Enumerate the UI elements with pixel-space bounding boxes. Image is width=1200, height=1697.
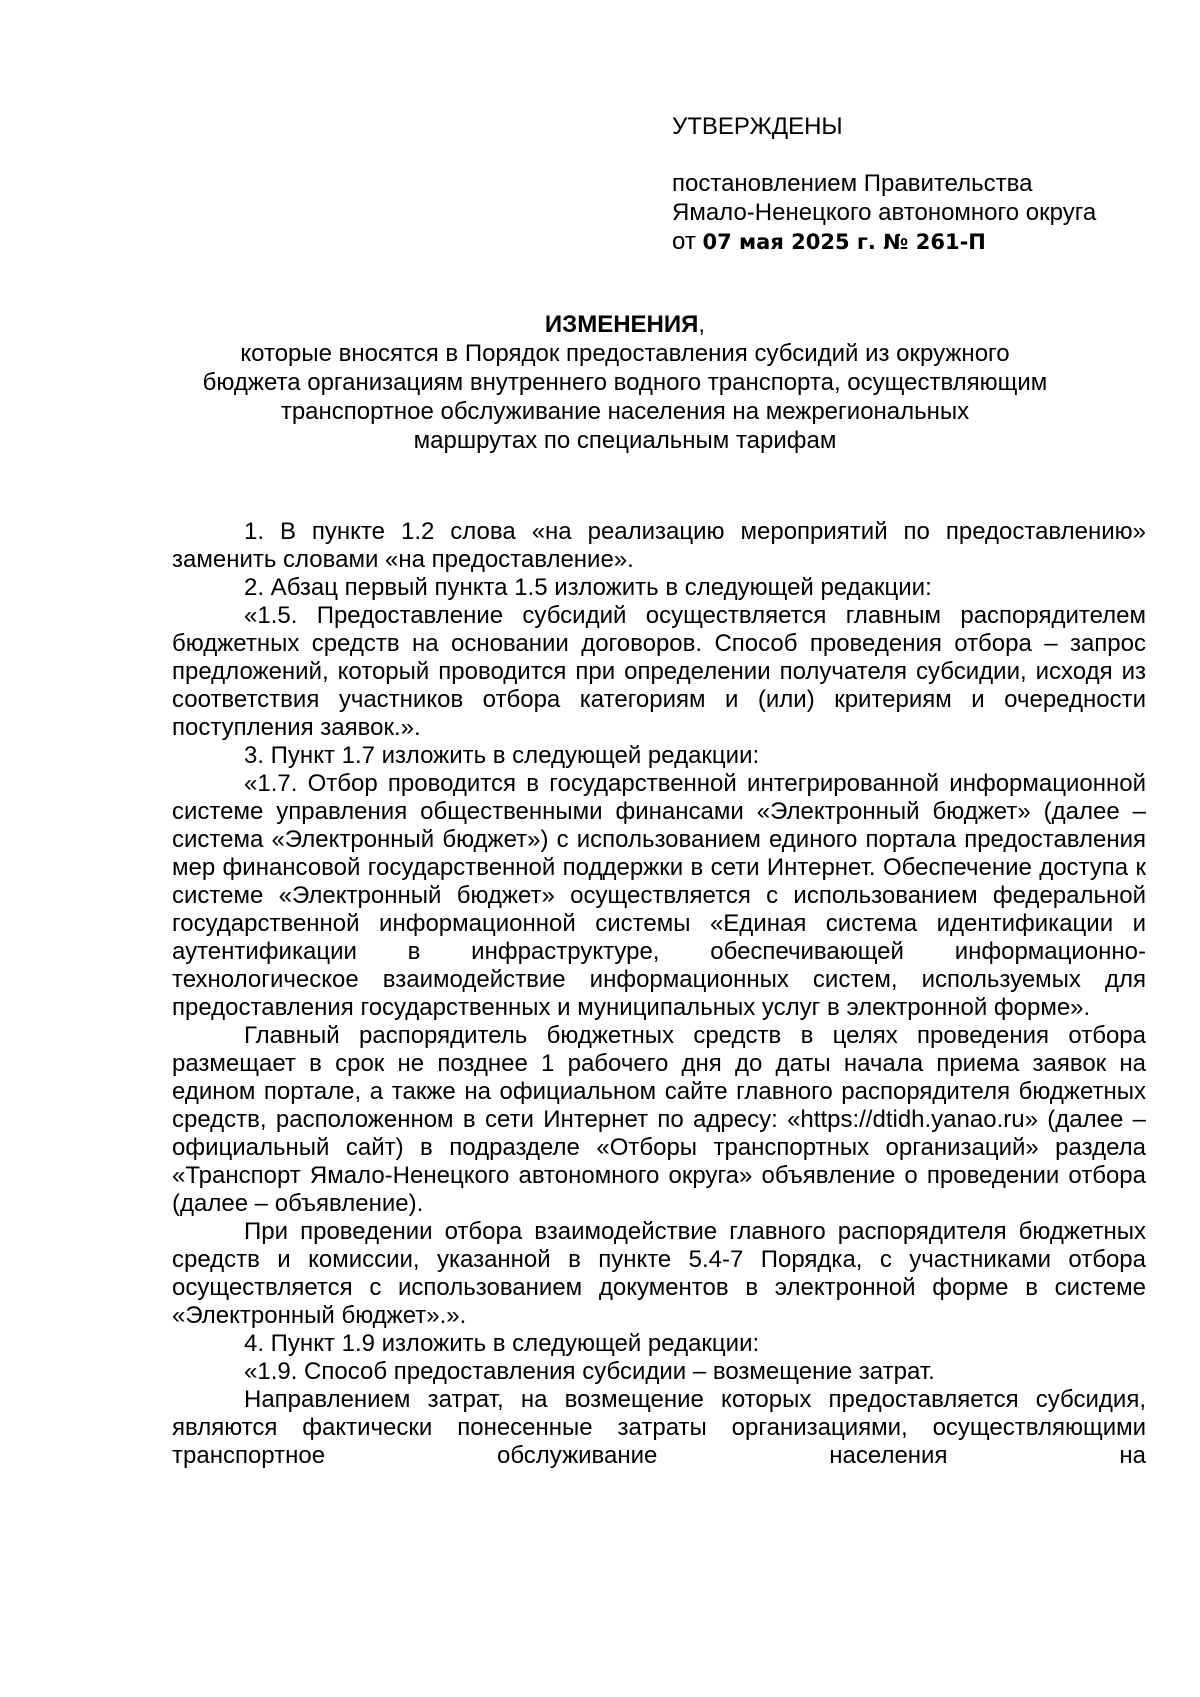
- heading-title: ИЗМЕНЕНИЯ: [544, 311, 699, 338]
- approval-line-2: Ямало-Ненецкого автономного округа: [672, 199, 1097, 226]
- approval-title: УТВЕРЖДЕНЫ: [672, 113, 843, 140]
- paragraph-4: 3. Пункт 1.7 изложить в следующей редакции:: [244, 742, 760, 769]
- approval-line-1: постановлением Правительства: [672, 170, 1033, 197]
- paragraph-6: Главный распорядитель бюджетных средств в целях проведения отбора размещает в срок не позднее 1 рабочего дня до даты начала приема заявок на едином портале, а также на официальном сайте главного распорядителя бюджетных средств, расположенном в сети Интернет по адресу: «https://dtidh.yanao.ru» (далее – официальный сайт) в подразделе «Отборы транспортных организаций» раздела «Транспорт Ямало-Ненецкого автономного округа» объявление о проведении отбора (далее – объявление).: [172, 1022, 1146, 1217]
- approval-block: [672, 112, 1172, 257]
- heading-title-suffix: ,: [698, 311, 706, 338]
- heading-subtitle-line-4: маршрутах по специальным тарифам: [413, 427, 837, 454]
- paragraph-2: 2. Абзац первый пункта 1.5 изложить в следующей редакции:: [244, 574, 932, 601]
- paragraph-10: Направлением затрат, на возмещение которых предоставляется субсидия, являются фактически понесенные затраты организациями, осуществляющими транспортное обслуживание населения на: [172, 1386, 1146, 1469]
- document-heading: [150, 310, 1100, 455]
- paragraph-1: 1. В пункте 1.2 слова «на реализацию мероприятий по предоставлению» заменить словами «на предоставление».: [172, 518, 1146, 573]
- paragraph-8: 4. Пункт 1.9 изложить в следующей редакции:: [244, 1330, 760, 1357]
- paragraph-9: «1.9. Способ предоставления субсидии – возмещение затрат.: [244, 1358, 935, 1385]
- heading-subtitle-line-2: бюджета организациям внутреннего водного транспорта, осуществляющим: [202, 369, 1048, 396]
- heading-title-line: [150, 310, 1100, 339]
- document-body: [172, 518, 1146, 1470]
- paragraph-5: «1.7. Отбор проводится в государственной интегрированной информационной системе управления общественными финансами «Электронный бюджет» (далее – система «Электронный бюджет») с использованием единого портала предоставления мер финансовой государственной поддержки в сети Интернет. Обеспечение доступа к системе «Электронный бюджет» осуществляется с использованием федеральной государственной информационной системы «Единая система идентификации и аутентификации в инфраструктуре, обеспечивающей информационно-технологическое взаимодействие информационных систем, используемых для предоставления государственных и муниципальных услуг в электронной форме».: [172, 770, 1146, 1021]
- paragraph-3: «1.5. Предоставление субсидий осуществляется главным распорядителем бюджетных средств на основании договоров. Способ проведения отбора – запрос предложений, который проводится при определении получателя субсидии, исходя из соответствия участников отбора категориям и (или) критериям и очередности поступления заявок.».: [172, 602, 1146, 741]
- heading-subtitle-line-1: которые вносятся в Порядок предоставления субсидий из окружного: [240, 340, 1010, 367]
- approval-date-number: 07 мая 2025 г. № 261-П: [702, 230, 986, 254]
- heading-subtitle-line-3: транспортное обслуживание населения на межрегиональных: [280, 398, 970, 425]
- approval-date-line: [672, 227, 1172, 257]
- approval-date-prefix: от: [672, 228, 703, 255]
- paragraph-7: При проведении отбора взаимодействие главного распорядителя бюджетных средств и комиссии, указанной в пункте 5.4-7 Порядка, с участниками отбора осуществляется с использованием документов в электронной форме в системе «Электронный бюджет».».: [172, 1218, 1146, 1329]
